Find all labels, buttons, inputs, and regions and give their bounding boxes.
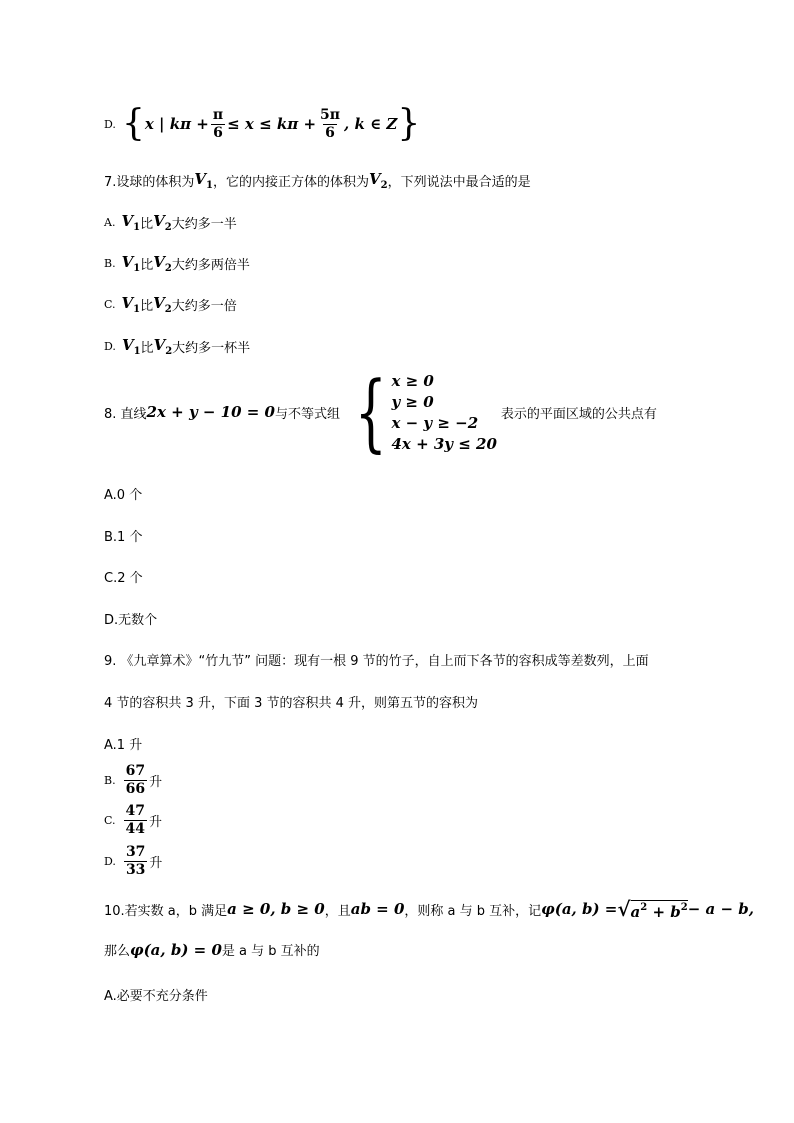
inequality-row: y ≥ 0 [391,392,434,411]
v1-symbol: $V_1$ [121,336,141,357]
q10-option-a: A.必要不充分条件 [104,989,208,1004]
q8-option-a: A.0 个 [104,488,143,503]
v2-symbol: $V_2$ [153,294,172,315]
v1-symbol: $V_1$ [194,170,214,191]
v2-symbol: $V_2$ [153,212,172,233]
phi-definition-lhs: φ(a, b) = [541,900,618,918]
unit: 升 [149,774,163,790]
v2-symbol: $V_2$ [369,170,388,191]
line-equation: 2x + y − 10 = 0 [146,403,275,421]
q8-option-c: C.2 个 [104,571,143,586]
fraction [124,845,147,877]
q9-option-c [104,804,162,836]
q10-line2 [104,940,320,959]
v1-symbol: $V_1$ [121,294,141,315]
q10-stem [104,897,754,921]
q8-stem-part1: 8. 直线 [104,406,147,422]
fraction [124,804,147,836]
q10-line2-part1: 那么 [104,944,131,959]
q9-option-b [104,764,162,796]
q7-stem-part3: ，下列说法中最合适的是 [387,175,531,190]
system-brace: { [354,363,387,461]
q7-stem [104,170,531,191]
q7-option-a [104,212,237,233]
q9-option-d [104,845,162,877]
option-label: D. [104,854,116,868]
fraction-denominator: 44 [125,820,146,837]
q8-option-d: D.无数个 [104,613,158,628]
option-label: B. [104,257,116,270]
square-root [617,897,687,921]
fraction-numerator: 67 [125,763,146,779]
fraction-numerator: π [212,106,224,123]
option-label: A. [104,216,116,229]
set-expression-end: , k ∈ Z [344,115,398,133]
inequality-row: x ≥ 0 [391,371,434,390]
option-text: 大约多一倍 [171,299,237,314]
option-label: D. [104,340,116,353]
fraction-denominator: 66 [125,780,146,797]
option-mid: 比 [140,299,154,314]
condition-nonnegative: a ≥ 0, b ≥ 0 [227,900,325,918]
q7-option-c [104,294,237,315]
fraction-denominator: 33 [125,861,146,878]
q8-option-b: B.1 个 [104,530,143,545]
fraction-numerator: 37 [125,844,146,860]
option-label: C. [104,813,116,827]
set-expression-middle: ≤ x ≤ kπ + [227,115,317,133]
option-text: 大约多一杯半 [172,341,251,356]
v1-symbol: $V_1$ [121,253,141,274]
set-expression-start: x | kπ + [144,115,209,133]
fraction-denominator: 6 [325,124,335,141]
inequality-row: x − y ≥ −2 [391,413,479,432]
left-brace: { [121,103,145,144]
option-mid: 比 [140,258,154,273]
fraction-numerator: 47 [125,803,146,819]
option-text: 大约多一半 [171,217,237,232]
q8-stem-part2: 与不等式组 [275,406,341,422]
fraction-pi-over-6 [211,108,225,140]
q10-stem-part1: 10.若实数 a，b 满足 [104,903,228,919]
q10-stem-part3: ，则称 a 与 b 互补，记 [404,903,542,919]
option-label: D. [104,117,116,131]
option-text: 大约多两倍半 [171,258,250,273]
q8-stem-part3: 表示的平面区域的公共点有 [500,406,657,422]
q7-stem-part1: 7.设球的体积为 [104,175,195,190]
fraction-5pi-over-6 [318,108,342,140]
condition-product-zero: ab = 0 [350,900,405,918]
fraction-denominator: 6 [213,124,223,141]
q10-line2-part2: 是 a 与 b 互补的 [221,944,320,959]
q9-stem-line1: 9. 《九章算术》“竹九节” 问题：现有一根 9 节的竹子，自上而下各节的容积成等差数列，上面 [104,654,649,669]
unit: 升 [149,855,163,871]
inequality-system [344,363,497,461]
q7-option-d [104,336,250,357]
radicand: $a^2 + b^2$ [630,902,688,921]
q9-option-a: A.1 升 [104,738,143,753]
q6-option-d [104,103,421,144]
q7-option-b [104,253,250,274]
phi-equals-zero: φ(a, b) = 0 [130,940,222,959]
unit: 升 [149,814,163,830]
q10-stem-part2: ，且 [324,903,351,919]
radical-sign: √ [617,897,631,921]
q8-stem [104,363,657,461]
v2-symbol: $V_2$ [153,336,173,357]
option-mid: 比 [140,217,154,232]
option-label: B. [104,773,116,787]
fraction [124,764,147,796]
q9-stem-line2: 4 节的容积共 3 升，下面 3 节的容积共 4 升，则第五节的容积为 [104,696,479,711]
inequality-row: 4x + 3y ≤ 20 [391,434,497,453]
v1-symbol: $V_1$ [121,212,141,233]
v2-symbol: $V_2$ [153,253,172,274]
right-brace: } [397,103,421,144]
phi-definition-rest: − a − b, [687,900,754,918]
option-label: C. [104,298,116,311]
option-mid: 比 [140,341,154,356]
q7-stem-part2: ，它的内接正方体的体积为 [213,175,370,190]
fraction-numerator: 5π [320,106,341,123]
